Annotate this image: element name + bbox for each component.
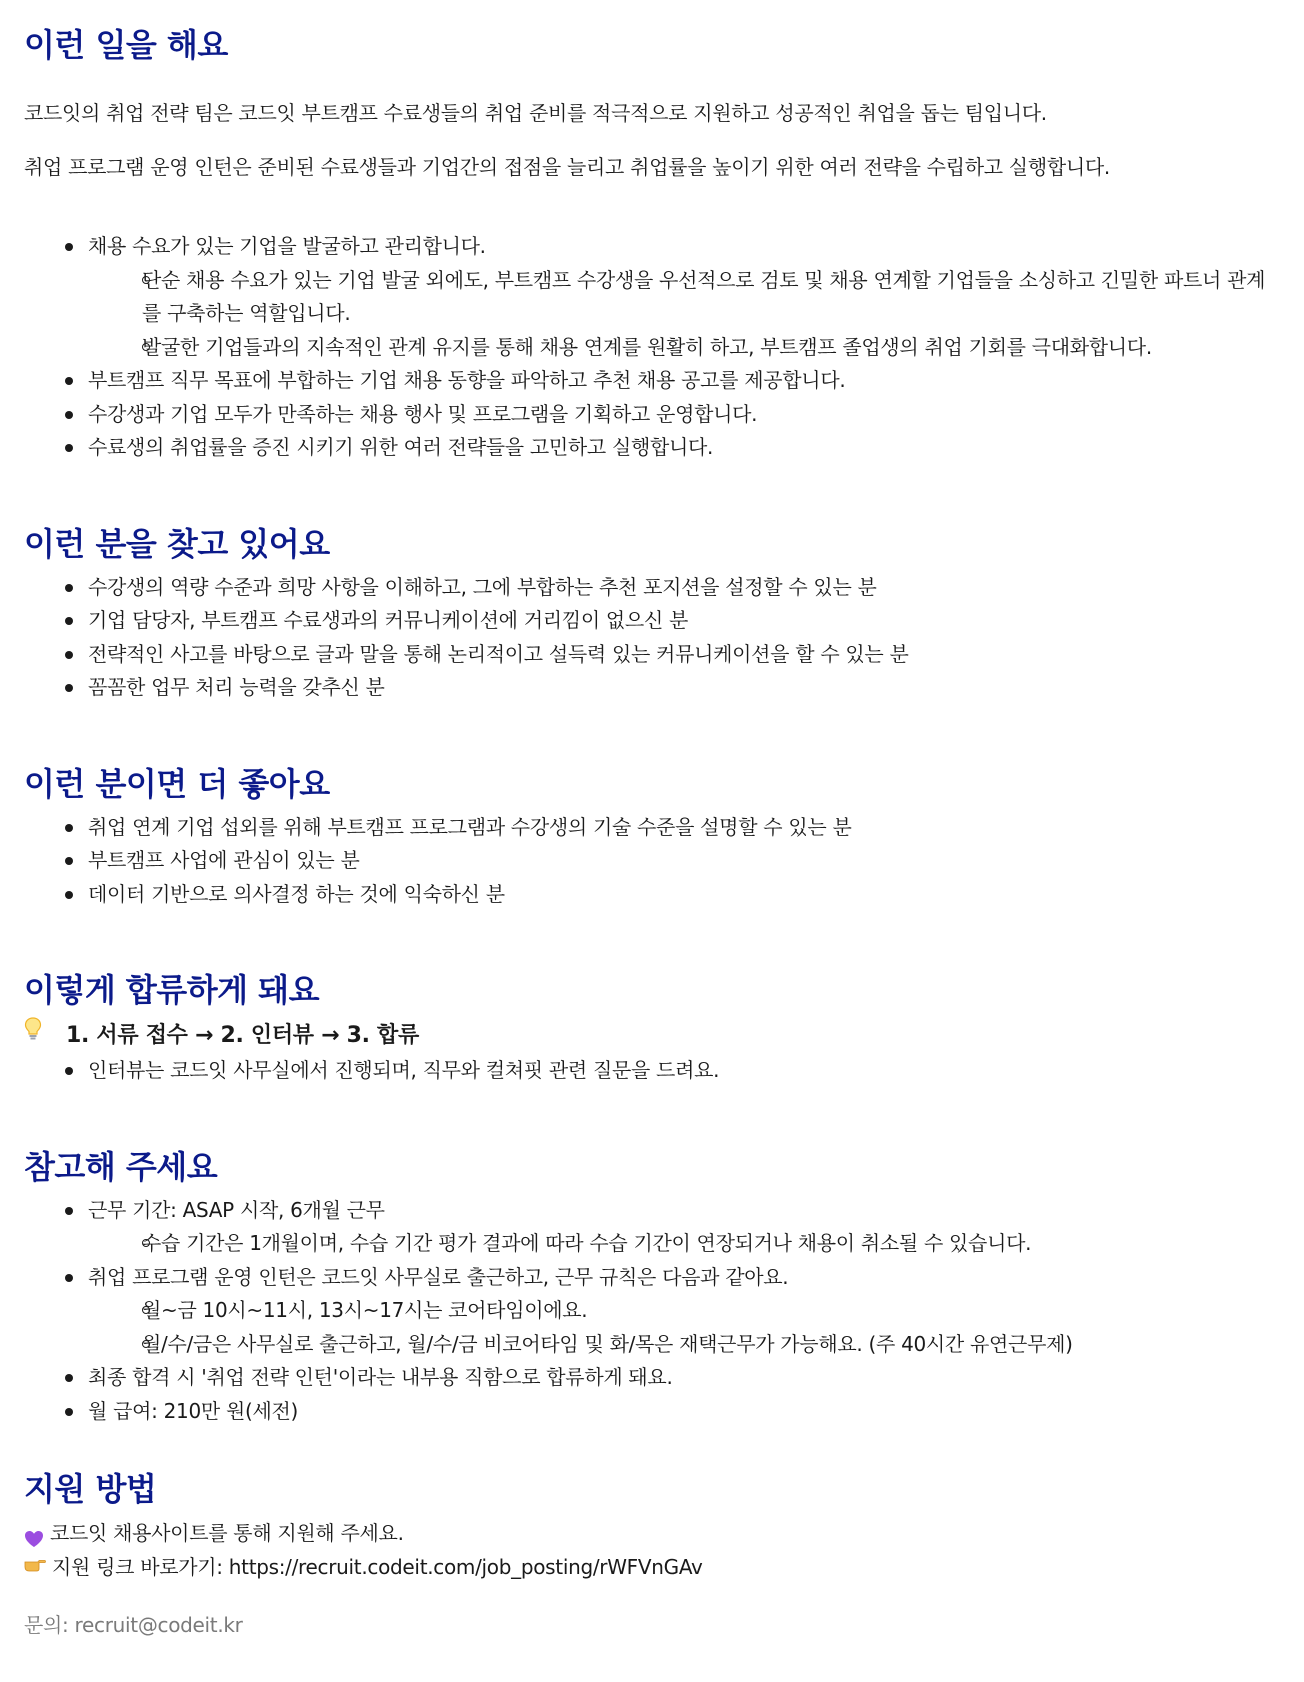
- pointing-hand-icon: [24, 1550, 46, 1584]
- list-item: [24, 1261, 1280, 1362]
- list-item: 기업 담당자, 부트캠프 수료생과의 커뮤니케이션에 거리낌이 없으신 분: [24, 604, 1280, 638]
- sub-list-item: 월/수/금은 사무실로 출근하고, 월/수/금 비코어타임 및 화/목은 재택근무가 가능해요. (주 40시간 유연근무제): [102, 1328, 1280, 1362]
- section-title-looking: 이런 분을 찾고 있어요: [24, 524, 330, 563]
- apply-line-1: [24, 1516, 1280, 1550]
- process-steps: [24, 1017, 1280, 1054]
- list-item: 인터뷰는 코드잇 사무실에서 진행되며, 직무와 컬쳐핏 관련 질문을 드려요.: [24, 1054, 1280, 1088]
- section-title-work: 이런 일을 해요: [24, 26, 228, 64]
- preferred-list: [24, 811, 1280, 912]
- list-item: 최종 합격 시 '취업 전략 인턴'이라는 내부용 직함으로 합류하게 돼요.: [24, 1361, 1280, 1395]
- apply-line-1-text: 코드잇 채용사이트를 통해 지원해 주세요.: [50, 1521, 404, 1545]
- list-item: [24, 230, 1280, 364]
- process-steps-text: 1. 서류 접수 → 2. 인터뷰 → 3. 합류: [66, 1022, 419, 1048]
- list-item: 꼼꼼한 업무 처리 능력을 갖추신 분: [24, 671, 1280, 705]
- looking-list: [24, 571, 1280, 705]
- list-item: 전략적인 사고를 바탕으로 글과 말을 통해 논리적이고 설득력 있는 커뮤니케이션을 할 수 있는 분: [24, 638, 1280, 672]
- sub-list-item: 단순 채용 수요가 있는 기업 발굴 외에도, 부트캠프 수강생을 우선적으로 검토 및 채용 연계할 기업들을 소싱하고 긴밀한 파트너 관계를 구축하는 역할입니다.: [102, 264, 1280, 331]
- list-item: 수강생의 역량 수준과 희망 사항을 이해하고, 그에 부합하는 추천 포지션을 설정할 수 있는 분: [24, 571, 1280, 605]
- list-item: 부트캠프 직무 목표에 부합하는 기업 채용 동향을 파악하고 추천 채용 공고를 제공합니다.: [24, 364, 1280, 398]
- list-item-text: 취업 프로그램 운영 인턴은 코드잇 사무실로 출근하고, 근무 규칙은 다음과 같아요.: [88, 1264, 789, 1289]
- list-item: 월 급여: 210만 원(세전): [24, 1395, 1280, 1429]
- purple-heart-icon: [24, 1524, 44, 1542]
- section-title-preferred: 이런 분이면 더 좋아요: [24, 764, 330, 803]
- list-item-text: 근무 기간: ASAP 시작, 6개월 근무: [88, 1197, 385, 1222]
- list-item: 취업 연계 기업 섭외를 위해 부트캠프 프로그램과 수강생의 기술 수준을 설명할 수 있는 분: [24, 811, 1280, 845]
- section-title-notes: 참고해 주세요: [24, 1147, 218, 1186]
- apply-link-text[interactable]: 지원 링크 바로가기: https://recruit.codeit.com/job_posting/rWFVnGAv: [52, 1555, 703, 1579]
- contact-email[interactable]: 문의: recruit@codeit.kr: [24, 1613, 243, 1637]
- team-intro-paragraph: 코드잇의 취업 전략 팀은 코드잇 부트캠프 수료생들의 취업 준비를 적극적으로 지원하고 성공적인 취업을 돕는 팀입니다.: [24, 101, 1047, 125]
- lightbulb-icon: [24, 1017, 52, 1054]
- sub-list: [24, 1294, 1280, 1361]
- work-list: [24, 230, 1280, 465]
- section-title-apply: 지원 방법: [24, 1470, 157, 1508]
- sub-list-item: 발굴한 기업들과의 지속적인 관계 유지를 통해 채용 연계를 원활히 하고, 부트캠프 졸업생의 취업 기회를 극대화합니다.: [102, 331, 1280, 365]
- sub-list-item: 월~금 10시~11시, 13시~17시는 코어타임이에요.: [102, 1294, 1280, 1328]
- list-item-text: 채용 수요가 있는 기업을 발굴하고 관리합니다.: [88, 234, 486, 258]
- section-title-process: 이렇게 합류하게 돼요: [24, 971, 319, 1009]
- sub-list-item: 수습 기간은 1개월이며, 수습 기간 평가 결과에 따라 수습 기간이 연장되거나 채용이 취소될 수 있습니다.: [102, 1227, 1280, 1261]
- role-intro-paragraph: 취업 프로그램 운영 인턴은 준비된 수료생들과 기업간의 접점을 늘리고 취업률을 높이기 위한 여러 전략을 수립하고 실행합니다.: [24, 155, 1110, 179]
- process-list: [24, 1054, 1280, 1088]
- list-item: 부트캠프 사업에 관심이 있는 분: [24, 844, 1280, 878]
- notes-list: [24, 1194, 1280, 1429]
- apply-line-2: [24, 1550, 1280, 1584]
- list-item: 데이터 기반으로 의사결정 하는 것에 익숙하신 분: [24, 878, 1280, 912]
- list-item: [24, 1194, 1280, 1261]
- sub-list: [24, 1227, 1280, 1261]
- list-item: 수료생의 취업률을 증진 시키기 위한 여러 전략들을 고민하고 실행합니다.: [24, 431, 1280, 465]
- sub-list: [24, 264, 1280, 365]
- list-item: 수강생과 기업 모두가 만족하는 채용 행사 및 프로그램을 기획하고 운영합니다.: [24, 398, 1280, 432]
